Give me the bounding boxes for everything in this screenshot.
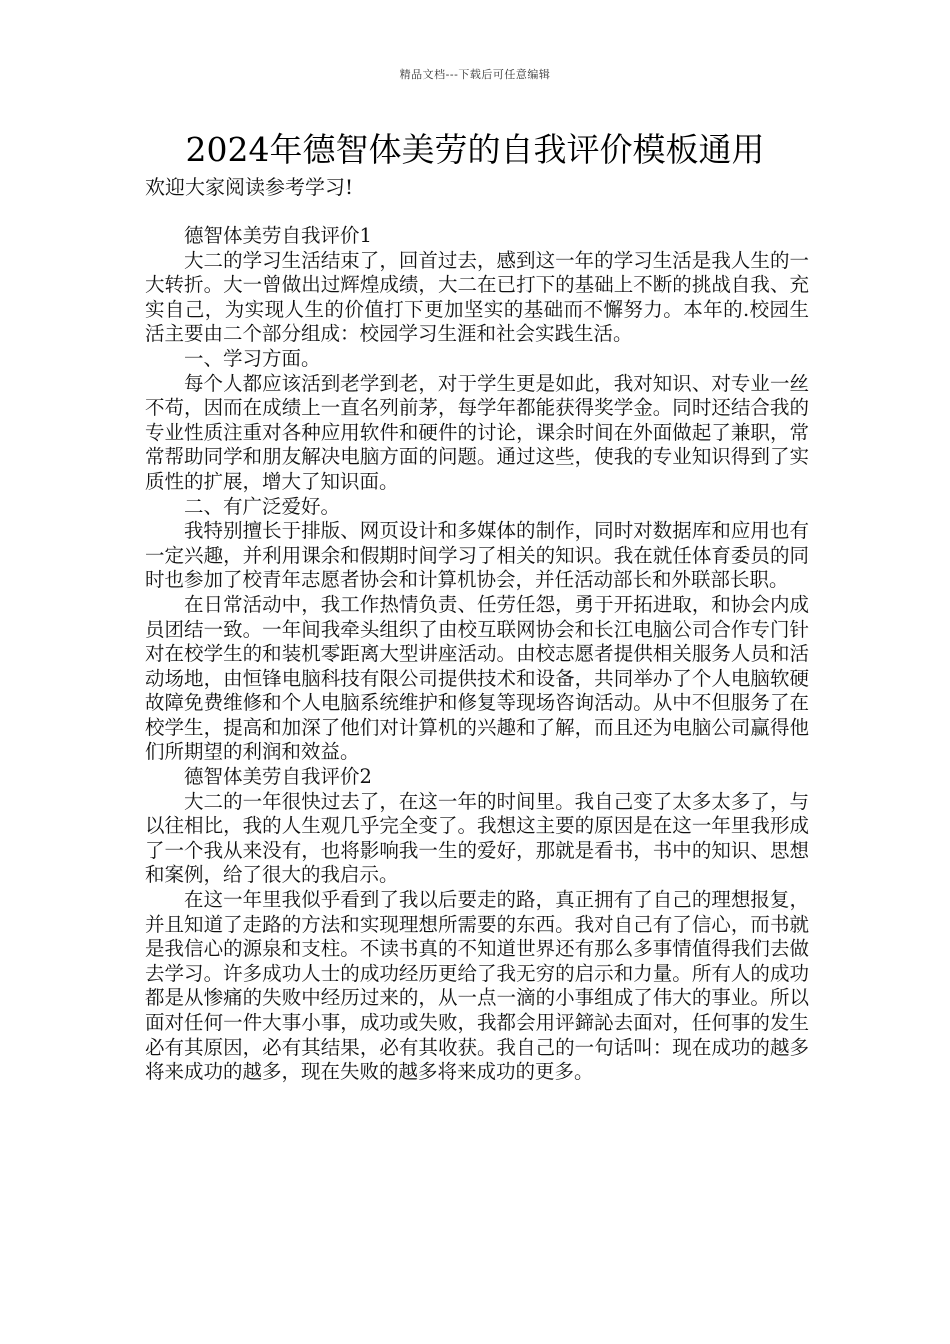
body-paragraph: 在这一年里我似乎看到了我以后要走的路，真正拥有了自己的理想报复，并且知道了走路的方法和实现理想所需要的东西。我对自己有了信心，而书就是我信心的源泉和支柱。不读书真的不知道世界还有那么多事情值得我们去做去学习。许多成功人士的成功经历更给了我无穷的启示和力量。所有人的成功都是从惨痛的失败中经历过来的，从一点一滴的小事组成了伟大的事业。所以面对任何一件大事小事，成功或失败，我都会用评鍗訫去面对，任何事的发生必有其原因，必有其结果，必有其收获。我自己的一句话叫：现在成功的越多将来成功的越多，现在失败的越多将来成功的更多。 (145, 888, 809, 1084)
body-paragraph: 我特别擅长于排版、网页设计和多媒体的制作，同时对数据库和应用也有一定兴趣，并利用课余和假期时间学习了相关的知识。我在就任体育委员的同时也参加了校青年志愿者协会和计算机协会，并任活动部长和外联部长职。 (145, 519, 809, 592)
section-heading: 德智体美劳自我评价1 (184, 224, 372, 247)
document-title: 2024年德智体美劳的自我评价模板通用 (185, 130, 765, 169)
subsection-heading: 一、学习方面。 (184, 346, 321, 370)
document-body (145, 224, 809, 1085)
body-paragraph: 每个人都应该活到老学到老，对于学生更是如此，我对知识、对专业一丝不苟，因而在成绩上一直名列前茅，每学年都能获得奖学金。同时还结合我的专业性质注重对各种应用软件和硬件的讨论，课余时间在外面做起了兼职，常常帮助同学和朋友解决电脑方面的问题。通过这些，使我的专业知识得到了实质性的扩展，增大了知识面。 (145, 371, 809, 493)
greeting-line: 欢迎大家阅读参考学习! (145, 175, 354, 199)
body-paragraph: 在日常活动中，我工作热情负责、任劳任怨，勇于开拓进取，和协会内成员团结一致。一年间我牵头组织了由校互联网协会和长江电脑公司合作专门针对在校学生的和装机零距离大型讲座活动。由校志愿者提供相关服务人员和活动场地，由恒锋电脑科技有限公司提供技术和设备，共同举办了个人电脑软硬故障免费维修和个人电脑系统维护和修复等现场咨询活动。从中不但服务了在校学生，提高和加深了他们对计算机的兴趣和了解，而且还为电脑公司赢得他们所期望的利润和效益。 (145, 592, 809, 764)
subsection-heading: 二、有广泛爱好。 (184, 494, 341, 518)
body-paragraph: 大二的一年很快过去了，在这一年的时间里。我自己变了太多太多了，与以往相比，我的人生观几乎完全变了。我想这主要的原因是在这一年里我形成了一个我从来没有，也将影响我一生的爱好，那就是看书，书中的知识、思想和案例，给了很大的我启示。 (145, 789, 809, 887)
section-heading: 德智体美劳自我评价2 (184, 765, 372, 789)
body-paragraph: 大二的学习生活结束了，回首过去，感到这一年的学习生活是我人生的一大转折。大一曾做出过辉煌成绩，大二在已打下的基础上不断的挑战自我、充实自己，为实现人生的价值打下更加坚实的基础而不懈努力。本年的.校园生活主要由二个部分组成：校园学习生涯和社会实践生活。 (145, 248, 809, 346)
header-note: 精品文档---下载后可任意编辑 (399, 68, 551, 81)
